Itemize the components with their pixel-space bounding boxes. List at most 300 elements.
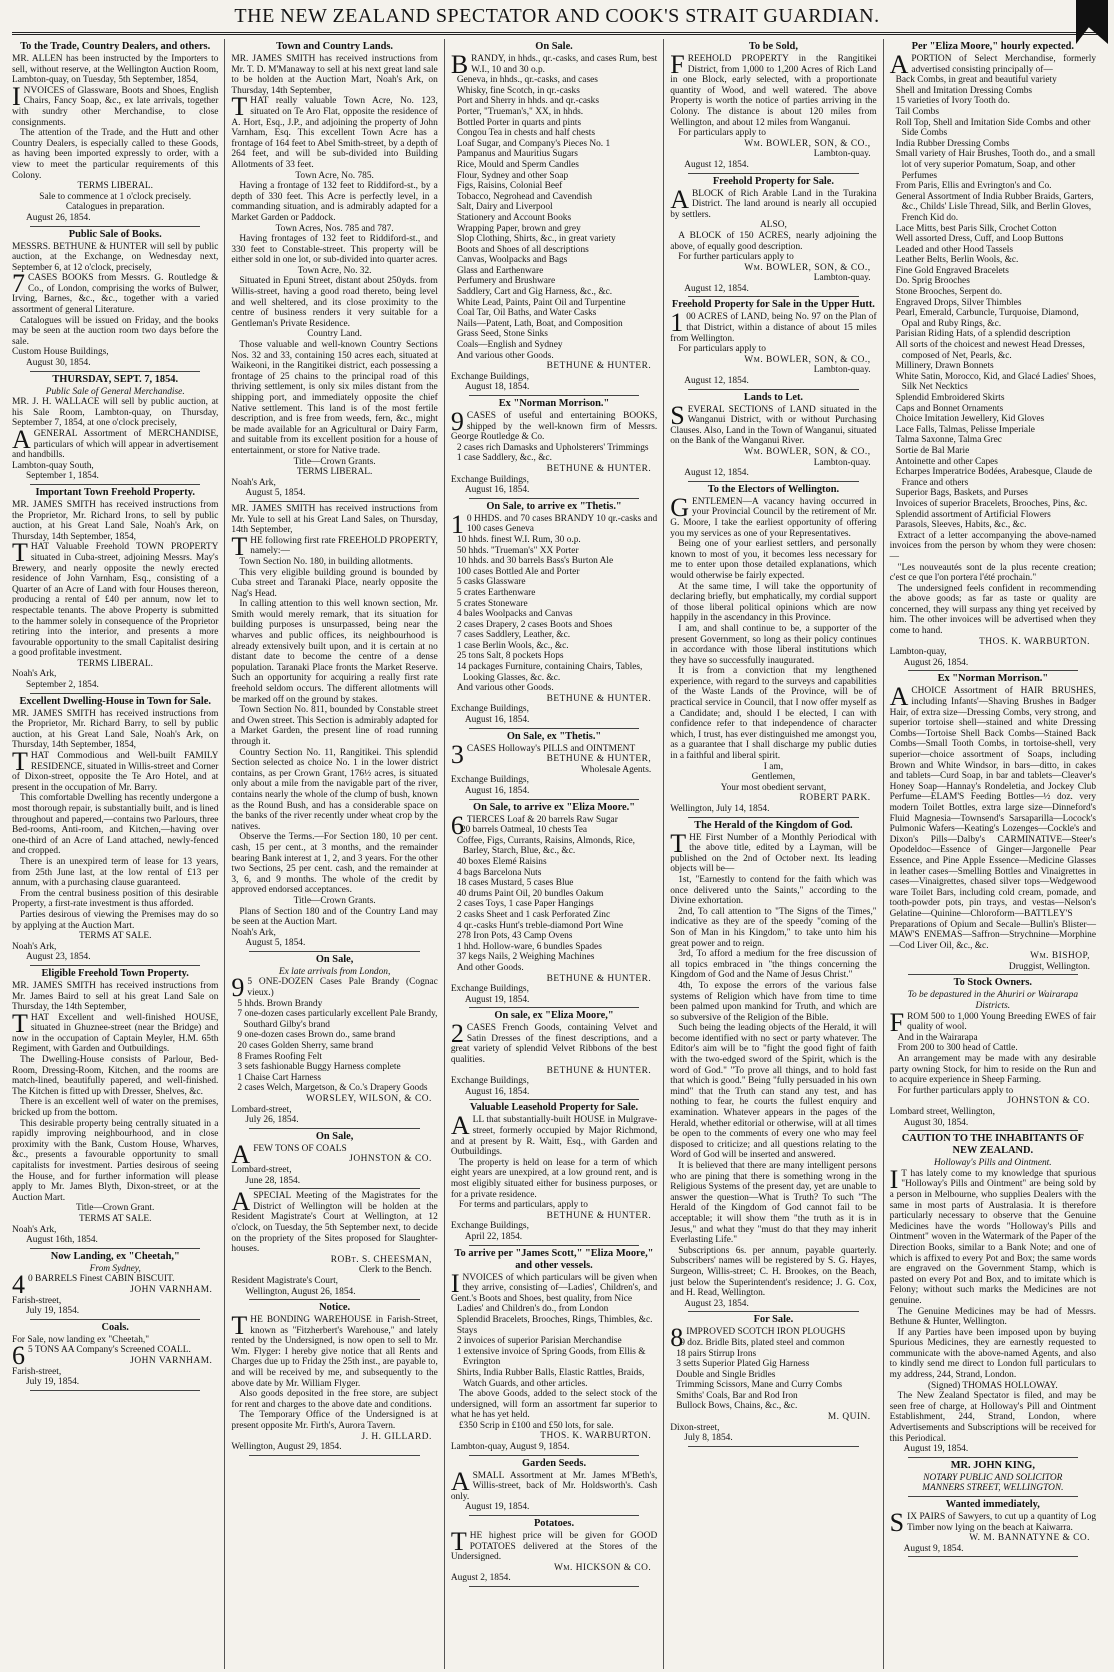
ad-paragraph: 9CASES of useful and entertaining BOOKS, shipped by the well-known firm of Messrs. George Routledge & Co. (450, 407, 658, 443)
ad-date: August 16th, 1854. (26, 1235, 98, 1246)
ad-list-item: Perfumery and Brushware (456, 276, 556, 287)
ad-date: August 12, 1854. (684, 159, 749, 170)
advertisement (12, 41, 218, 224)
advertisement (451, 501, 657, 726)
ad-centered-line: Title—Crown Grants. (293, 456, 376, 467)
ad-subheading: MANNERS STREET, WELLINGTON. (922, 1483, 1064, 1494)
ad-list-item: And other Goods. (456, 962, 524, 973)
ad-date: August 26, 1854. (26, 212, 91, 223)
ad-paragraph: In calling attention to this well known section, Mr. Smith would merely remark, that its situation for building purposes is unsurpassed, being near the wharves and public offices, its neighbourhood is already extensively built upon, and it is certain at no distant date to become the centre of a dense population. Taranaki Place fronts the Market Reserve. Such an opportunity for acquiring a really first rate freehold seldom occurs. The different allotments will be marked off on the ground by stakes. (231, 599, 438, 705)
ad-paragraph: For further particulars apply to (897, 1085, 1014, 1096)
advertisement (231, 1131, 437, 1186)
ad-paragraph: APORTION of Select Merchandise, formerly advertised consisting principally of— (889, 50, 1097, 79)
ad-list-item: Shell and Imitation Dressing Combs (895, 85, 1033, 96)
ad-separator (249, 1188, 419, 1189)
ad-list-item: Boots and Shoes of all descriptions (456, 244, 589, 255)
ad-heading: To be Sold, (748, 41, 798, 52)
ad-paragraph: 3CASES Holloway's PILLS and OINTMENT (450, 739, 636, 769)
ad-separator (469, 498, 639, 499)
ad-list-item: 2 invoices of superior Parisian Merchandise (456, 1336, 622, 1347)
ad-heading: To the Trade, Country Dealers, and others. (20, 41, 211, 52)
masthead-title: THE NEW ZEALAND SPECTATOR AND COOK'S STRAIT GUARDIAN. (234, 5, 880, 27)
ad-paragraph: Country Section No. 11, Rangitikei. This splendid Section selected as choice No. 1 in the lower district contains, as per Crown Grant, 176½ acres, is situated only about a mile from the navigable part of the river, contains nearly the whole of the clump of bush, known as the Round Bush, and has a considerable space on the banks of the river recently under wheat crop by the natives. (231, 747, 438, 832)
ad-place: Wellington, July 14, 1854. (670, 804, 770, 814)
ad-separator (469, 395, 639, 396)
ad-heading: On Sale, (315, 953, 354, 965)
ad-date: August 16, 1854. (464, 485, 530, 496)
ad-list-item: Tobacco, Negrohead and Cavendish (456, 191, 593, 202)
ad-signature: BETHUNE & HUNTER. (546, 973, 652, 984)
ad-heading: Excellent Dwelling-House in Town for Sale. (19, 695, 211, 707)
ad-paragraph: This very eligible building ground is bounded by Cuba street and Taranaki Place, nearly opposite the Nag's Head. (231, 567, 438, 599)
ad-heading: On Sale, ex "Thetis." (506, 730, 602, 742)
ad-date: July 19, 1854. (26, 1377, 80, 1388)
ad-date: September 2, 1854. (26, 680, 99, 691)
ad-paragraph: If any Parties have been imposed upon by buying Spurious Medicines, they are earnestly requested to communicate with the above-named Agents, and also to kindly send me direct to London full particulars to my address, 244, Strand, London. (889, 1327, 1097, 1381)
ad-paragraph: A BLOCK of 150 ACRES, nearly adjoining the above, of equally good description. (670, 230, 877, 252)
ad-paragraph: 65 TONS AA Company's Screened COALL. (12, 1341, 191, 1371)
ad-list-item: Congou Tea in chests and half chests (456, 128, 596, 139)
advertisement (451, 41, 657, 393)
advertisement (890, 673, 1096, 972)
ad-list-item: 18 cases Mustard, 5 cases Blue (456, 878, 574, 889)
ad-centered-line: Country Land. (307, 329, 362, 340)
ad-place: Lombard-street, (231, 1164, 292, 1175)
ad-subheading: From Sydney, (89, 1263, 141, 1274)
ad-list-item: Back Combs, in great and beautiful variety (895, 75, 1057, 86)
ad-list-item: 2 casks Sheet and 1 cask Perforated Zinc (456, 909, 611, 920)
ad-list-item: Bullock Bows, Chains, &c., &c. (676, 1401, 798, 1412)
ad-heading: Public Sale of Books. (68, 228, 162, 240)
advertisement (890, 41, 1096, 668)
ad-list-item: Whisky, fine Scotch, in qr.-casks (456, 85, 580, 96)
ad-paragraph: 4th, To expose the errors of the various false systems of Religion which have from time to time been palmed upon mankind for Truth, and which are so subversive of the Religion of the Bible. (670, 980, 877, 1023)
column-5 (884, 39, 1102, 1669)
ad-list-item: Port and Sherry in hhds. and qr.-casks (456, 96, 599, 107)
ad-heading: THURSDAY, SEPT. 7, 1854. (52, 373, 179, 385)
ad-signature: W. M. BANNATYNE & CO. (969, 1533, 1091, 1544)
ad-list-item: Wrapping Paper, brown and grey (456, 223, 581, 234)
ad-paragraph: MR. JAMES SMITH has received instructions from Mr. T. D. M'Manaway to sell at his next great land sale to be holden at the Auction Mart, Noah's Ark, on Thursday, 14th September, (231, 54, 438, 96)
ad-paragraph: 6TIERCES Loaf & 20 barrels Raw Sugar (450, 810, 618, 840)
ad-list-item: 5 crates Earthenware (456, 587, 536, 598)
ad-paragraph: INVOICES of which particulars will be given when they arrive, consisting of—Ladies', Children's, and Gent.'s Boots and Shoes, best quality, from Nice (450, 1268, 658, 1304)
ad-paragraph: The undersigned feels confident in recommending the above goods; as far as taste or quality are concerned, they will surpass any thing yet received by him. The other invoices will be advertised when they come to hand. (889, 583, 1097, 637)
advertisement (670, 176, 876, 295)
ad-signature-title: Lambton-quay. (813, 273, 871, 284)
advertisement (670, 820, 876, 1310)
advertisement (451, 802, 657, 1006)
ad-separator (469, 1007, 639, 1008)
ad-list-item: Glass and Earthenware (456, 265, 544, 276)
advertisement (451, 1248, 657, 1453)
ad-separator (908, 670, 1078, 671)
ad-place: Farish-street, (12, 1295, 62, 1306)
ad-date: April 22, 1854. (464, 1231, 523, 1242)
ad-place: Lombard street, Wellington, (889, 1107, 995, 1117)
ad-list-item: And various other Goods. (456, 683, 554, 694)
ad-subheading: To be depastured in the Ahuriri or Wairarapa Districts. (907, 990, 1079, 1012)
ad-list-item: And various other Goods. (456, 350, 554, 361)
ad-signature: Wm. BOWLER, SON, & CO., (744, 354, 871, 365)
ad-signature: JOHNSTON & CO. (349, 1154, 432, 1165)
ad-paragraph: 95 ONE-DOZEN Cases Pale Brandy (Cognac vieux.) (231, 973, 438, 1003)
ad-separator (469, 1515, 639, 1516)
ad-signature: Wm. BOWLER, SON, & CO., (744, 447, 871, 457)
ad-date: August 16, 1854. (464, 1086, 530, 1097)
ad-place: Farish-street, (12, 1366, 62, 1377)
ad-list-item: Stays (456, 1325, 478, 1336)
ad-list-item: 1 hhd. Hollow-ware, 6 bundles Spades (456, 941, 602, 952)
ad-paragraph: For particulars apply to (678, 128, 766, 139)
ad-separator (30, 965, 200, 966)
ad-place: Exchange Buildings, (450, 1076, 529, 1087)
ad-centered-line: Title—Crown Grants. (293, 895, 376, 906)
ad-separator (908, 974, 1078, 975)
ad-signature: JOHN VARNHAM. (130, 1355, 213, 1366)
ad-list-item: Splendid assortment of Artificial Flowers (895, 509, 1051, 520)
ad-separator (30, 1390, 200, 1391)
ad-place: Noah's Ark, (12, 941, 57, 952)
ad-place: Exchange Buildings, (450, 371, 529, 382)
advertisement (890, 1133, 1096, 1455)
ad-list-item: 2 cases Welch, Margetson, & Co.'s Drapery Goods (237, 1083, 428, 1094)
ad-date: August 9, 1854. (903, 1543, 964, 1554)
ad-paragraph: THE First Number of a Monthly Periodical with the above title, edited by a Layman, will be published on the 2nd of October next. Its leading objects will be— (670, 828, 877, 875)
ad-paragraph: Catalogues will be issued on Friday, and the books may be seen at the auction room two days before the sale. (12, 315, 219, 347)
ad-item-list (451, 443, 657, 464)
ad-list-item: Canvas, Woolpacks and Bags (456, 255, 568, 266)
ad-separator (30, 226, 200, 227)
ad-place: Noah's Ark, (12, 669, 57, 680)
ad-paragraph: FREEHOLD PROPERTY in the Rangitikei District, from 1,000 to 1,200 Acres of Rich Land in one Block, early selected, with a proportionate quantity of Wood, and well watered. The above Property is worth the notice of parties arriving in the Colony. The distance is about 120 miles from Wellington, and about 12 miles from Wanganui. (670, 50, 877, 128)
advertisement (451, 1010, 657, 1097)
ad-paragraph: It is believed that there are many intelligent persons who are pining that there is something wrong in the Religious Systems of the present day, yet are unable to answer the question—What is Truth? To such "The Herald of the Kingdom of God cannot fail to be acceptable; it will show them "the truth as it is in Jesus," and what they "must do that they may inherit Everlasting Life." (670, 1161, 877, 1246)
ad-list-item: 1 case Saddlery, &c., &c. (456, 453, 553, 464)
ad-list-item: Parasols, Sleeves, Habits, &c., &c. (895, 520, 1027, 531)
ad-signature: BETHUNE & HUNTER. (546, 463, 652, 474)
ad-date: August 26, 1854. (903, 657, 969, 668)
ad-paragraph: The property is held on lease for a term of which eight years are unexpired, at a low ground rent, and is most eligibly situated either for business purposes, or for a private residence. (450, 1157, 658, 1200)
advertisement (12, 968, 218, 1246)
ad-centered-line: TERMS LIBERAL. (77, 658, 153, 669)
ad-date: Wellington, August 26, 1854. (245, 1286, 356, 1297)
ad-subheading: Public Sale of General Merchandise. (45, 386, 185, 397)
ad-paragraph: £350 Scrip in £100 and £50 lots, for sale. (458, 1420, 614, 1431)
ad-centered-line: I am, (763, 761, 784, 772)
ad-list-item: Sortie de Bal Marie (895, 445, 970, 456)
ad-paragraph: MR. JAMES SMITH has received instructions from the Proprietor, Mr. Richard Barry, to sell by public auction, at his Great Land Sale, Noah's Ark, on Thursday, 14th September, 1854, (12, 708, 219, 751)
ad-separator (688, 817, 858, 818)
ad-separator (688, 296, 858, 297)
ad-date: August 12, 1854. (684, 376, 749, 387)
ad-paragraph: MR. JAMES SMITH has received instructions from Mr. James Baird to sell at his great Land Sale on Thursday, the 14th September, (12, 980, 219, 1013)
ad-paragraph: THE following first rate FREEHOLD PROPERTY, namely:— (231, 531, 438, 561)
ad-list-item: Coal Tar, Oil Baths, and Water Casks (456, 308, 597, 319)
ad-heading: To arrive per "James Scott," "Eliza Moore," and other vessels. (454, 1247, 654, 1271)
ad-signature: BETHUNE & HUNTER. (546, 1065, 652, 1076)
ad-list-item: 5 casks Glassware (456, 577, 526, 588)
ad-list-item: White Satin, Morocco, Kid, and Glacé Ladies' Shoes, Silk Net Necktics (895, 371, 1096, 393)
ad-signature-title: Druggist, Wellington. (1008, 961, 1091, 972)
ad-list-item: 8 Frames Roofing Felt (237, 1051, 323, 1062)
ad-centered-line: Gentlemen, (751, 772, 796, 783)
ad-heading: On Sale, to arrive ex "Eliza Moore." (473, 801, 635, 813)
ad-signature: ROBERT PARK. (799, 793, 871, 804)
ad-paragraph: MESSRS. BETHUNE & HUNTER will sell by public auction, at the Exchange, on Wednesday next, September 6, at 12 o'clock, precisely, (12, 241, 219, 273)
ad-list-item: Figs, Raisins, Colonial Beef (456, 181, 563, 192)
ad-paragraph: Having a frontage of 132 feet to Riddiford-st., by a depth of 330 feet. This Acre is perfectly level, in a commanding situation, and is admirably adapted for a Market Garden or Paddock. (231, 181, 438, 223)
ad-subheading: NOTARY PUBLIC AND SOLICITOR (923, 1472, 1063, 1483)
ad-place: Lombard-street, (231, 1104, 292, 1115)
ad-centered-line: ALSO, (760, 220, 787, 231)
ad-heading: Freehold Property for Sale in the Upper Hutt. (671, 299, 875, 311)
ad-paragraph: SIX PAIRS of Sawyers, to cut up a quantity of Log Timber now lying on the beach at Kaiwarra. (889, 1508, 1097, 1537)
ad-item-list (231, 999, 437, 1094)
ad-paragraph: From 200 to 300 head of Cattle. (897, 1043, 1018, 1054)
ad-centered-line: TERMS AT SALE. (78, 1213, 152, 1224)
ad-paragraph: This desirable property being centrally situated in a rapidly improving neighbourhood, and in close proximity with the Bank, Custom House, Wharves, &c., presents a favourable opportunity to small capitalists for investment. Parties desirous of seeing the House, and for further information will please apply to Mr. James Blyth, Dixon-street, or at the Auction Mart. (12, 1118, 219, 1203)
ad-place: Dixon-street, (670, 1422, 720, 1433)
ad-heading: Garden Seeds. (521, 1457, 587, 1469)
ad-separator (908, 1457, 1078, 1458)
ad-signature-title: Wholesale Agents. (580, 764, 652, 775)
ad-list-item: Parisian Riding Hats, of a splendid description (895, 329, 1071, 340)
ad-centered-line: TERMS LIBERAL. (77, 181, 153, 192)
advertisement (451, 1458, 657, 1513)
ad-signature: Wm. BOWLER, SON, & CO., (744, 138, 871, 149)
ad-place: Lambton-quay, August 9, 1854. (450, 1442, 570, 1453)
ad-date: June 28, 1854. (245, 1175, 301, 1186)
ad-heading: Town and Country Lands. (276, 41, 394, 52)
ad-heading: Now Landing, ex "Cheetah," (50, 1250, 180, 1262)
ad-centered-line: (Signed) THOMAS HOLLOWAY. (927, 1380, 1058, 1391)
ad-paragraph: THAT Commodious and Well-built FAMILY RESIDENCE, situated in Willis-street and Corner of Dixon-street, opposite the Te Aro Hotel, and at present in the occupation of Mr. Barry. (12, 747, 219, 793)
ad-paragraph: THAT Valuable Freehold TOWN PROPERTY situated in Cuba-street, adjoining Messrs. May's Brewery, and nearly opposite the newly erected residence of John Varnham, Esq., consisting of a Quarter of an Acre of Land with four Houses thereon, producing a rental of £40 per annum, now let to respectable tenants. The above Property is submitted to the hammer solely in consequence of the Proprietor retiring into the interior, and presents a more favourable opportunity to the small Capitalist desiring a good profitable investment. (12, 538, 219, 659)
ad-signature: BETHUNE & HUNTER. (546, 693, 652, 704)
ad-subheading: Ex late arrivals from London, (278, 966, 391, 977)
ad-list-item: Trimming Scissors, Mane and Curry Combs (676, 1380, 843, 1391)
advertisement (670, 1314, 876, 1444)
ad-paragraph: 8IMPROVED SCOTCH IRON PLOUGHS (670, 1323, 846, 1353)
ad-list-item: 5 crates Stoneware (456, 598, 528, 609)
advertisement (231, 954, 437, 1126)
ad-separator (469, 1586, 639, 1587)
ad-place: August 2, 1854. (450, 1573, 511, 1584)
ad-centered-line: Town Acres, Nos. 785 and 787. (275, 223, 394, 234)
ad-item-list (451, 825, 657, 973)
ad-heading: Per "Eliza Moore," hourly expected. (911, 41, 1074, 52)
ad-signature: JOHNSTON & CO. (1007, 1096, 1091, 1107)
ad-signature-title: Clerk to the Bench. (358, 1265, 432, 1276)
ad-paragraph: THAT really valuable Town Acre, No. 123, situated on Te Aro Flat, opposite the residence of A. Hort, Esq., J.P., and adjoining the property of John Varnham, Esq. This excellent Town Acre has a frontage of 164 feet to Abel Smith-street, by a depth of 264 feet, and will be sub-divided into Building Allotments of 33 feet. (231, 92, 438, 170)
ad-list-item: 15 varieties of Ivory Tooth do. (895, 96, 1010, 107)
ad-paragraph: THE BONDING WAREHOUSE in Farish-Street, known as "Fitzherbert's Warehouse," and lately rented by the Undersigned, is now open to sell to Mr. Wm. Flyger: I hereby give notice that all Rents and Charges due up to Friday the 25th inst., are payable to, and will be received by me, and subsequently to the above date by Mr. William Flyger. (231, 1311, 438, 1389)
advertisement (231, 504, 437, 949)
ad-date: August 16, 1854. (464, 715, 530, 726)
advertisement (670, 484, 876, 815)
ad-list-item: Coals—English and Sydney (456, 340, 563, 351)
ad-list-item: Smiths' Coals, Bar and Rod Iron (676, 1390, 798, 1401)
ad-list-item: 25 tons Salt, 8 pockets Hops (456, 651, 564, 662)
ad-date: August 30, 1854. (903, 1117, 969, 1128)
page-fold-corner (1076, 0, 1108, 44)
advertisement (670, 41, 876, 171)
ad-list-item: Small variety of Hair Brushes, Tooth do., and a small lot of very superior Pomatum, Soap, and other Perfumes (895, 149, 1096, 181)
ad-place: Exchange Buildings, (450, 1221, 529, 1232)
ad-paragraph: BRANDY, in hhds., qr.-casks, and cases Rum, best W.I., 10 and 30 o.p. (450, 50, 658, 79)
ad-separator (469, 1245, 639, 1246)
ad-paragraph: THAT Excellent and well-finished HOUSE, situated in Ghuznee-street (near the Bridge) and now in the occupation of Captain Meyler, H.M. 65th Regiment, with Garden and Outbuildings. (12, 1008, 219, 1055)
ad-paragraph: ALL that substantially-built HOUSE in Mulgrave-street, formerly occupied by Major Richmond, and at present by R. Waitt, Esq., with Garden and Outbuildings. (450, 1111, 658, 1158)
ad-list-item: 20 barrels Oatmeal, 10 chests Tea (460, 825, 588, 836)
ad-place: Exchange Buildings, (450, 704, 529, 715)
column-4 (664, 39, 883, 1669)
ad-date: August 19, 1854. (464, 1502, 530, 1513)
ad-list-item: 14 packages Furniture, containing Chairs, Tables, Looking Glasses, &c. &c. (456, 662, 643, 683)
ad-paragraph: Town Section No. 180, in building allotments. (239, 556, 413, 567)
ad-paragraph: IT has lately come to my knowledge that spurious "Holloway's Pills and Ointment" are being sold by a person in Melbourne, who supplies Dealers with the same in most parts of Australasia. It is therefore particularly necessary to observe that the Genuine Medicines have the words "Holloway's Pills and Ointment" woven in the Watermark of the Paper of the Direction Books, similar to a Bank Note; and one of which is affixed to every Pot and Box; the same words are engraved on the Government Stamp, which is pasted on every Pot and Box, and to imitate which is Felony; without such marks the Medicines are not genuine. (889, 1164, 1097, 1306)
ad-date: August 23, 1854. (684, 1298, 749, 1309)
columns (12, 39, 1102, 1669)
ad-separator (908, 1496, 1078, 1497)
ad-date: August 19, 1854. (464, 994, 530, 1005)
ad-list-item: Do. Sprig Brooches (895, 276, 970, 287)
ad-separator (688, 1311, 858, 1312)
ad-date: August 5, 1854. (245, 938, 306, 949)
ad-list-item: 40 drums Paint Oil, 20 bundles Oakum (456, 888, 604, 899)
ad-list-item: 50 hhds. "Trueman's" XX Porter (456, 545, 579, 556)
ad-separator (688, 1446, 858, 1447)
ad-centered-line: Your most obedient servant, (720, 782, 827, 793)
ad-paragraph: From the central business position of this desirable Property, a first-rate investment is thus afforded. (12, 888, 219, 910)
ad-list-item: All sorts of the choicest and newest Head Dresses, composed of Net, Pearls, &c. (895, 340, 1085, 361)
ad-list-item: 7 cases Saddlery, Leather, &c. (456, 630, 571, 641)
ad-signature: Wm. BOWLER, SON, & CO., (744, 262, 871, 273)
ad-list-item: India Rubber Dressing Combs (895, 138, 1010, 149)
ad-list-item: 2 cases rich Damasks and Upholsterers' Trimmings (456, 442, 649, 453)
ad-separator (688, 173, 858, 174)
ad-list-item: Salt, Dairy and Liverpool (456, 202, 553, 213)
ad-list-item: Roll Top, Shell and Imitation Side Combs and other Side Combs (895, 117, 1091, 139)
ad-list-item: 10 hhds. and 30 barrels Bass's Burton Ale (456, 556, 614, 567)
ad-centered-line: Town Acre, No. 785. (295, 170, 374, 181)
advertisement (890, 1460, 1096, 1494)
ad-heading: Coals. (101, 1321, 129, 1333)
ad-list-item: Porter, "Trueman's," XX, in hhds. (456, 106, 584, 117)
ad-list-item: Pearl, Emerald, Carbuncle, Turquoise, Diamond, Opal and Ruby Rings, &c. (895, 308, 1079, 329)
ad-place: Wellington, August 29, 1854. (231, 1442, 342, 1453)
ad-heading: Lands to Let. (743, 391, 804, 403)
ad-separator (30, 1319, 200, 1320)
ad-separator (249, 501, 419, 502)
ad-signature: WORSLEY, WILSON, & CO. (306, 1094, 432, 1104)
ad-paragraph: For terms and particulars, apply to (458, 1200, 588, 1211)
ad-place: Lambton-quay South, (12, 460, 94, 471)
ad-place: Noah's Ark, (231, 477, 276, 488)
ad-date: August 12, 1854. (684, 468, 749, 479)
ad-signature: J. H. GILLARD. (361, 1431, 432, 1442)
ad-list-item: 18 pairs Stirrup Irons (676, 1348, 757, 1359)
ad-signature: ROBt. S. CHEESMAN, (330, 1254, 432, 1265)
ad-list-item: 3 setts Superior Plated Gig Harness (676, 1359, 810, 1370)
ad-heading: On Sale. (535, 41, 573, 52)
ad-item-list (451, 1304, 657, 1389)
ad-paragraph: There is an excellent well of water on the premises, bricked up from the bottom. (12, 1097, 219, 1119)
ad-paragraph: The Dwelling-House consists of Parlour, Bed-Room, Dressing-Room, Kitchen, and the rooms are match-lined, beautifully papered, and well-finished. The Kitchen is fitted up with Dresser, Shelves, &c. (12, 1055, 219, 1097)
column-1 (12, 39, 225, 1669)
ad-heading: Notice. (319, 1302, 351, 1314)
ad-list-item: Shirts, India Rubber Balls, Elastic Rattles, Braids, Watch Guards, and other articles. (456, 1367, 645, 1389)
ad-paragraph: 1st, "Earnestly to contend for the faith which was once delivered unto the Saints," according to the Divine exhortation. (670, 874, 877, 907)
ad-signature: M. QUIN. (827, 1412, 871, 1423)
ad-separator (30, 371, 200, 372)
ad-list-item: Choice Imitation Jewellery, Kid Gloves (895, 414, 1045, 425)
column-3 (445, 39, 664, 1669)
ad-paragraph: I am, and shall continue to be, a supporter of the present Government, so long as their policy continues in accordance with those liberal institutions which they have so successfully inaugurated. (670, 623, 877, 666)
ad-list-item: Bottled Porter in quarts and pints (456, 117, 582, 128)
advertisement (451, 1102, 657, 1242)
ad-list-item: Lace Mitts, best Paris Silk, Crochet Cotton (895, 223, 1057, 234)
advertisement (12, 1251, 218, 1317)
ad-place: Noah's Ark, (12, 1224, 57, 1235)
advertisement (231, 1187, 438, 1297)
ad-signature: Wm. HICKSON & CO. (553, 1562, 652, 1573)
ad-list-item: 40 boxes Elemé Raisins (456, 856, 547, 867)
advertisement (890, 1499, 1096, 1554)
ad-place: Exchange Buildings, (450, 775, 529, 786)
ad-list-item: Double and Single Bridles (676, 1369, 776, 1380)
ad-separator (688, 481, 858, 482)
ad-paragraph: The attention of the Trade, and the Hutt and other Country Dealers, is especially called to these Goods, as having been imported expressly to order, with a view to meet the particular requirements of this Colony. (12, 128, 219, 181)
ad-paragraph: 10 HHDS. and 70 cases BRANDY 10 qr.-casks and 100 cases Geneva (450, 509, 658, 539)
ad-heading: Important Town Freehold Property. (35, 486, 195, 498)
ad-list-item: Superior Bags, Baskets, and Purses (895, 488, 1028, 499)
ad-list-item: Leaded and other Hood Tassels (895, 244, 1013, 255)
ad-place: Custom House Buildings, (12, 347, 109, 358)
ad-signature: BETHUNE & HUNTER. (546, 361, 652, 372)
ad-paragraph: SEVERAL SECTIONS of LAND situated in the Wanganui District, with or without Purchasing Clauses. Also, Land in the Town of Wanganui, situated on the Bank of the Wanganui River. (670, 400, 877, 447)
ad-place: Noah's Ark, (231, 927, 276, 938)
ad-list-item: 9 doz. Bridle Bits, plated steel and common (680, 1337, 845, 1348)
ad-list-item: 4 qr.-casks Hunt's treble-diamond Port Wine (456, 920, 624, 931)
ad-heading: On Sale, (315, 1130, 354, 1142)
ad-paragraph: GENTLEMEN—A vacancy having occurred in your Provincial Council by the retirement of Mr. G. Moore, I take the earliest opportunity of offering you my services as one of your Representatives. (670, 492, 877, 539)
ad-paragraph: ABLOCK of Rich Arable Land in the Turakina District. The land around is nearly all occupied by settlers. (670, 184, 877, 220)
ad-date: August 12, 1854. (684, 283, 749, 294)
ad-place: Exchange Buildings, (450, 984, 529, 995)
ad-centered-line: TERMS AT SALE. (78, 931, 152, 942)
ad-list-item: Splendid Bracelets, Brooches, Rings, Thimbles, &c. (456, 1314, 653, 1325)
ad-list-item: Millinery, Drawn Bonnets (895, 361, 994, 372)
ad-paragraph: Subscriptions 6s. per annum, payable quarterly. Subscribers' names will be registered by S. G. Hayes, Surgeon, Willis-street; C. H. Brookes, on the Beach, just below the Superintendent's residence; J. G. Cox, and H. Read, Wellington. (670, 1245, 877, 1299)
ad-paragraph: ASMALL Assortment at Mr. James M'Beth's, Willis-street, back of Mr. Holdsworth's. Cash only. (450, 1466, 658, 1502)
ad-list-item: Coffee, Figs, Currants, Raisins, Almonds, Rice, Barley, Starch, Blue, &c., &c. (456, 835, 636, 857)
ad-centered-line: Title—Crown Grant. (76, 1203, 155, 1214)
ad-signature: BETHUNE & HUNTER, (546, 754, 652, 765)
ad-paragraph: 3rd, To afford a medium for the free discussion of all topics embraced in "the things concerning the Kingdom of God and the Name of Jesus Christ." (670, 949, 877, 981)
ad-list-item: 278 Iron Pots, 43 Camp Ovens (456, 931, 573, 942)
ad-separator (249, 1299, 419, 1300)
ad-separator (30, 1248, 200, 1249)
ad-place: Exchange Buildings, (450, 474, 529, 485)
ad-date: July 8, 1854. (684, 1433, 733, 1444)
ad-list-item: 37 kegs Nails, 2 Weighing Machines (456, 952, 595, 963)
ad-list-item: Flour, Sydney and other Soap (456, 170, 569, 181)
ad-list-item: 1 case Berlin Wools, &c., &c. (456, 640, 569, 651)
ad-paragraph: Extract of a letter accompanying the above-named invoices from the person by whom they were chosen:— (889, 530, 1097, 562)
ad-separator (908, 1130, 1078, 1131)
